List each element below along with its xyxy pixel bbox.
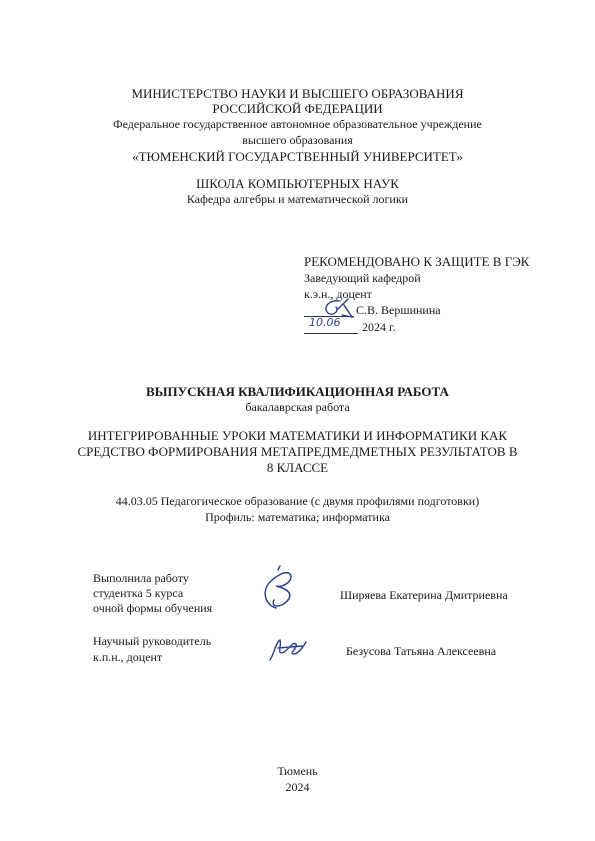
specialty: 44.03.05 Педагогическое образование (с двумя профилями подготовки) — [115, 494, 480, 508]
approval-year: 2024 г. — [362, 320, 396, 334]
institution-line-2: высшего образования — [242, 133, 353, 147]
author-label-line-2: студентка 5 курса — [93, 586, 184, 600]
approval-name: С.В. Вершинина — [356, 303, 441, 317]
author-label-line-3: очной формы обучения — [93, 601, 213, 615]
supervisor-signature — [264, 632, 310, 666]
footer-year: 2024 — [285, 780, 310, 794]
approval-heading: РЕКОМЕНДОВАНО К ЗАЩИТЕ В ГЭК — [304, 254, 530, 269]
author-name: Ширяева Екатерина Дмитриевна — [340, 588, 508, 602]
author-label-line-1: Выполнила работу — [93, 571, 189, 585]
department-name: Кафедра алгебры и математической логики — [186, 192, 409, 206]
approval-date-line — [304, 333, 358, 334]
profile: Профиль: математика; информатика — [205, 510, 390, 524]
supervisor-label-line-2: к.п.н., доцент — [93, 650, 163, 664]
work-title-line-1: ИНТЕГРИРОВАННЫЕ УРОКИ МАТЕМАТИКИ И ИНФОРМАТИКИ КАК — [87, 428, 508, 443]
work-title-line-3: 8 КЛАССЕ — [266, 460, 329, 475]
approval-role: Заведующий кафедрой — [304, 271, 421, 285]
footer-city: Тюмень — [277, 764, 318, 778]
supervisor-label-line-1: Научный руководитель — [93, 634, 212, 648]
approval-date-handwritten: 10.06 — [309, 316, 341, 329]
approval-degree: к.э.н., доцент — [304, 287, 372, 301]
work-type: ВЫПУСКНАЯ КВАЛИФИКАЦИОННАЯ РАБОТА — [146, 384, 449, 399]
ministry-line-1: МИНИСТЕРСТВО НАУКИ И ВЫСШЕГО ОБРАЗОВАНИЯ — [131, 86, 464, 101]
ministry-line-2: РОССИЙСКОЙ ФЕДЕРАЦИИ — [212, 101, 383, 116]
author-signature — [256, 564, 302, 614]
supervisor-name: Безусова Татьяна Алексеевна — [346, 644, 497, 658]
work-title-line-2: СРЕДСТВО ФОРМИРОВАНИЯ МЕТАПРЕДМЕДМЕТНЫХ РЕЗУЛЬТАТОВ В — [77, 444, 518, 459]
university-name: «ТЮМЕНСКИЙ ГОСУДАРСТВЕННЫЙ УНИВЕРСИТЕТ» — [132, 149, 463, 164]
school-name: ШКОЛА КОМПЬЮТЕРНЫХ НАУК — [196, 176, 399, 191]
work-subtype: бакалаврская работа — [245, 400, 350, 414]
institution-line-1: Федеральное государственное автономное образовательное учреждение — [113, 117, 482, 131]
